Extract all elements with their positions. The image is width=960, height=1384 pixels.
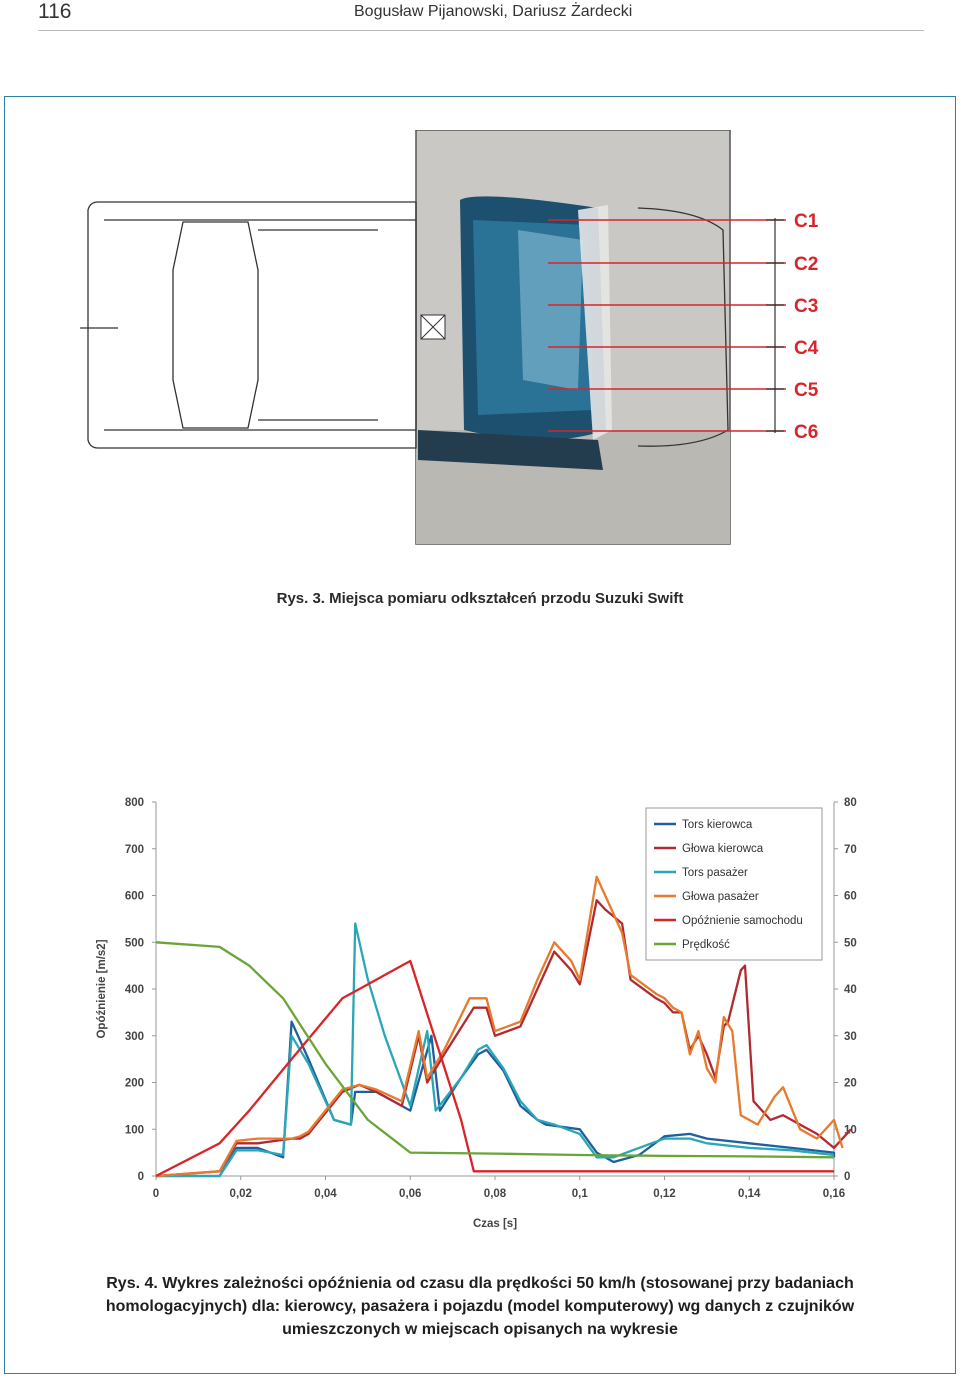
y2-tick-label: 70 bbox=[844, 843, 857, 856]
legend-entry: Głowa pasażer bbox=[682, 891, 759, 903]
y-tick-label: 700 bbox=[124, 843, 144, 856]
label-c4: C4 bbox=[794, 338, 819, 359]
deceleration-chart bbox=[86, 782, 876, 1242]
y-tick-label: 0 bbox=[137, 1171, 144, 1183]
y-tick-label: 200 bbox=[124, 1077, 144, 1090]
y2-tick-label: 0 bbox=[844, 1171, 851, 1183]
y2-tick-label: 60 bbox=[844, 890, 857, 903]
label-c6: C6 bbox=[794, 422, 819, 443]
x-tick-label: 0,1 bbox=[571, 1188, 588, 1200]
y2-tick-label: 80 bbox=[844, 797, 857, 809]
y-tick-label: 500 bbox=[124, 937, 144, 950]
authors: Bogusław Pijanowski, Dariusz Żardecki bbox=[354, 3, 633, 20]
label-c5: C5 bbox=[794, 380, 819, 401]
y2-tick-label: 20 bbox=[844, 1077, 857, 1090]
y-tick-label: 400 bbox=[124, 984, 144, 996]
x-tick-label: 0,08 bbox=[483, 1188, 507, 1200]
page-number: 116 bbox=[38, 0, 72, 23]
legend-entry: Tors pasażer bbox=[682, 867, 748, 879]
label-c3: C3 bbox=[794, 296, 819, 317]
label-c1: C1 bbox=[794, 211, 819, 232]
x-tick-label: 0,06 bbox=[399, 1188, 422, 1200]
legend-entry: Tors kierowca bbox=[682, 819, 753, 831]
figure4-caption: Rys. 4. Wykres zależności opóźnienia od czasu dla prędkości 50 km/h (stosowanej przy badaniach homologacyjnych) dla: kierowcy, pasażera i pojazdu (model komputerowy) wg danych z czujników umieszczonych w miejscach opisanych na wykresie bbox=[105, 1275, 855, 1338]
y2-tick-label: 40 bbox=[844, 984, 857, 996]
chart-legend bbox=[646, 808, 822, 960]
page-header bbox=[38, 0, 924, 31]
y-tick-label: 600 bbox=[124, 890, 144, 903]
legend-entry: Prędkość bbox=[682, 939, 730, 951]
y-axis-label: Opóźnienie [m/s2] bbox=[96, 939, 108, 1039]
car-deformation-figure bbox=[78, 130, 838, 548]
label-c2: C2 bbox=[794, 254, 819, 275]
figure3-caption: Rys. 3. Miejsca pomiaru odkształceń przodu Suzuki Swift bbox=[276, 590, 684, 607]
x-tick-label: 0,14 bbox=[738, 1188, 761, 1200]
x-tick-label: 0,12 bbox=[653, 1188, 676, 1200]
x-tick-label: 0,04 bbox=[314, 1188, 337, 1200]
y-tick-label: 800 bbox=[124, 797, 144, 809]
y2-tick-label: 30 bbox=[844, 1030, 857, 1043]
y-tick-label: 100 bbox=[124, 1124, 144, 1137]
y-tick-label: 300 bbox=[124, 1030, 144, 1043]
y2-tick-label: 10 bbox=[844, 1124, 857, 1137]
x-tick-label: 0,16 bbox=[822, 1188, 846, 1200]
x-tick-label: 0 bbox=[152, 1188, 160, 1200]
y2-tick-label: 50 bbox=[844, 937, 857, 950]
series-line-5 bbox=[156, 942, 834, 1157]
legend-entry: Głowa kierowca bbox=[682, 843, 764, 855]
x-axis-label: Czas [s] bbox=[472, 1218, 518, 1230]
legend-entry: Opóźnienie samochodu bbox=[682, 915, 803, 927]
x-tick-label: 0,02 bbox=[229, 1188, 252, 1200]
